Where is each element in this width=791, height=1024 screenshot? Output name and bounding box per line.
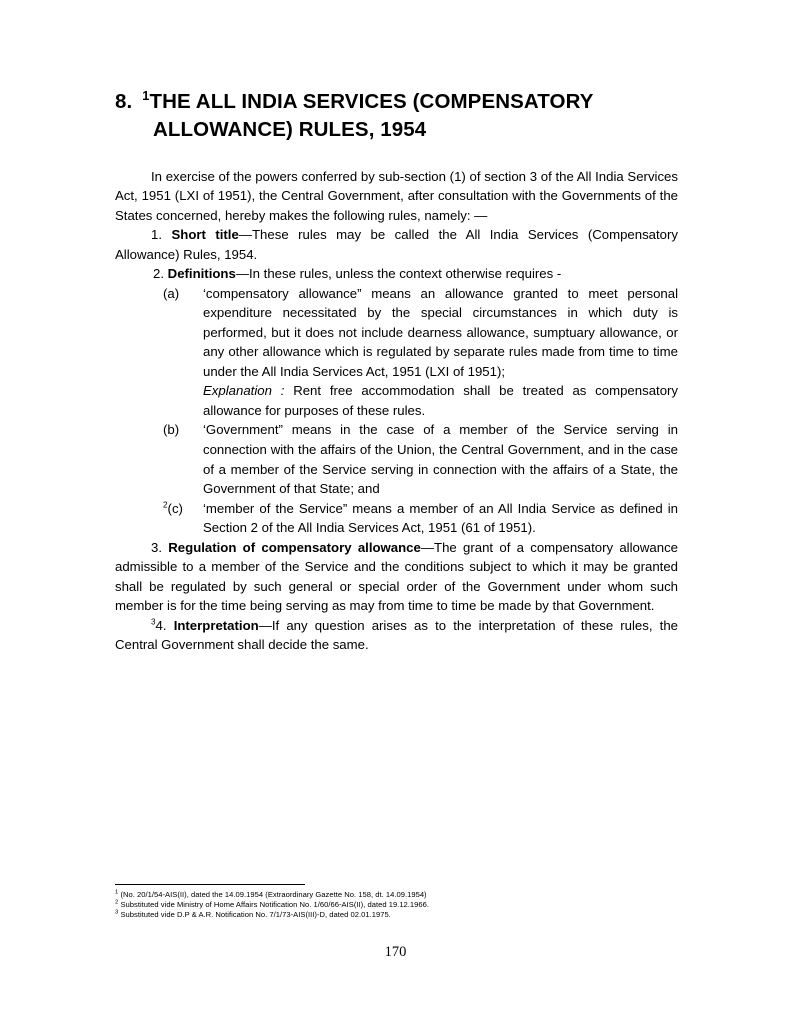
clause-c-footnote-marker: 2 bbox=[163, 500, 168, 510]
page-content bbox=[115, 0, 678, 655]
rule-4-dash: — bbox=[258, 617, 272, 633]
footnote-1-marker: 1 bbox=[115, 889, 119, 896]
preamble-paragraph: In exercise of the powers conferred by sub-section (1) of section 3 of the All India Services Act, 1951 (LXI of 1951), the Central Government, after consultation with the Governments of the States concerned, hereby makes the following rules, namely: — bbox=[115, 168, 678, 223]
rule-2-heading: Definitions bbox=[167, 266, 236, 282]
title-footnote-marker: 1 bbox=[142, 88, 150, 104]
page-title bbox=[115, 0, 678, 145]
rule-1-heading: Short title bbox=[171, 227, 239, 243]
footnote-2-marker: 2 bbox=[115, 899, 119, 906]
rule-1-number: 1. bbox=[151, 227, 162, 243]
footnotes-section bbox=[115, 884, 585, 920]
rule-1-short-title bbox=[115, 225, 678, 264]
rule-4-footnote-marker: 3 bbox=[151, 617, 156, 627]
clause-b-marker: (b) bbox=[163, 422, 180, 438]
title-text: THE ALL INDIA SERVICES (COMPENSATORY ALLOWANCE) RULES, 1954 bbox=[149, 90, 594, 142]
rule-3-heading: Regulation of compensatory allowance bbox=[168, 539, 421, 555]
definition-explanation bbox=[115, 381, 678, 420]
clause-a-marker: (a) bbox=[163, 285, 180, 301]
rule-4-heading: Interpretation bbox=[173, 617, 259, 633]
explanation-text: Rent free accommodation shall be treated as compensatory allowance for purposes of these rules. bbox=[203, 383, 679, 418]
rule-3-regulation bbox=[115, 538, 678, 616]
footnote-1 bbox=[115, 890, 585, 900]
rule-3-text: The grant of a compensatory allowance admissible to a member of the Service and the conditions subject to which it may be granted shall be regulated by such general or special order of the Government under whom such member is for the time being serving as may from time to time be made by that Government. bbox=[115, 539, 678, 614]
rule-4-interpretation bbox=[115, 616, 678, 655]
rule-4-text: If any question arises as to the interpretation of these rules, the Central Government shall decide the same. bbox=[115, 617, 678, 653]
definition-clause-c bbox=[115, 499, 678, 538]
rule-2-definitions bbox=[115, 264, 678, 284]
clause-c-marker-label: (c) bbox=[167, 500, 183, 516]
rule-4-number: 4. bbox=[155, 617, 167, 633]
title-number: 8. bbox=[115, 90, 133, 113]
clause-a-text: ‘compensatory allowance” means an allowance granted to meet personal expenditure necessitated by the special circumstances in which duty is performed, but it does not include dearness allowance, sumptuary allowance, or any other allowance which is regulated by separate rules made from time to time under the All India Services Act, 1951 (LXI of 1951); bbox=[203, 285, 678, 379]
rule-2-number: 2. bbox=[153, 266, 164, 282]
footnote-2 bbox=[115, 900, 585, 910]
rule-3-number: 3. bbox=[151, 539, 162, 555]
explanation-label: Explanation : bbox=[203, 383, 285, 399]
clause-b-text: ‘Government” means in the case of a member of the Service serving in connection with the affairs of the Union, the Central Government, and in the case of a member of the Service serving in connection with the affairs of a State, the Government of that State; and bbox=[203, 422, 678, 497]
page-number: 170 bbox=[384, 944, 407, 960]
clause-c-text: ‘member of the Service” means a member of an All India Service as defined in Section 2 of the All India Services Act, 1951 (61 of 1951). bbox=[203, 500, 678, 536]
footnote-2-text: Substituted vide Ministry of Home Affairs Notification No. 1/60/66-AIS(II), dated 19.12.1966. bbox=[120, 900, 430, 910]
definition-clause-b bbox=[115, 420, 678, 498]
rule-1-text: These rules may be called the All India Services (Compensatory Allowance) Rules, 1954. bbox=[115, 227, 678, 262]
footnote-3-marker: 3 bbox=[115, 909, 119, 916]
footnote-3-text: Substituted vide D.P & A.R. Notification No. 7/1/73-AIS(III)-D, dated 02.01.1975. bbox=[120, 910, 391, 920]
rule-2-text: In these rules, unless the context otherwise requires - bbox=[249, 266, 562, 282]
footnote-separator bbox=[115, 884, 305, 885]
footnote-3 bbox=[115, 910, 585, 920]
footnote-1-text: (No. 20/1/54-AIS(II), dated the 14.09.1954 (Extraordinary Gazette No. 158, dt. 14.09.1954) bbox=[120, 890, 427, 899]
definition-clause-a bbox=[115, 284, 678, 382]
clause-c-marker bbox=[163, 499, 203, 538]
rule-2-dash: — bbox=[235, 266, 249, 282]
rule-3-dash: — bbox=[420, 539, 435, 555]
rule-1-dash: — bbox=[238, 227, 252, 243]
